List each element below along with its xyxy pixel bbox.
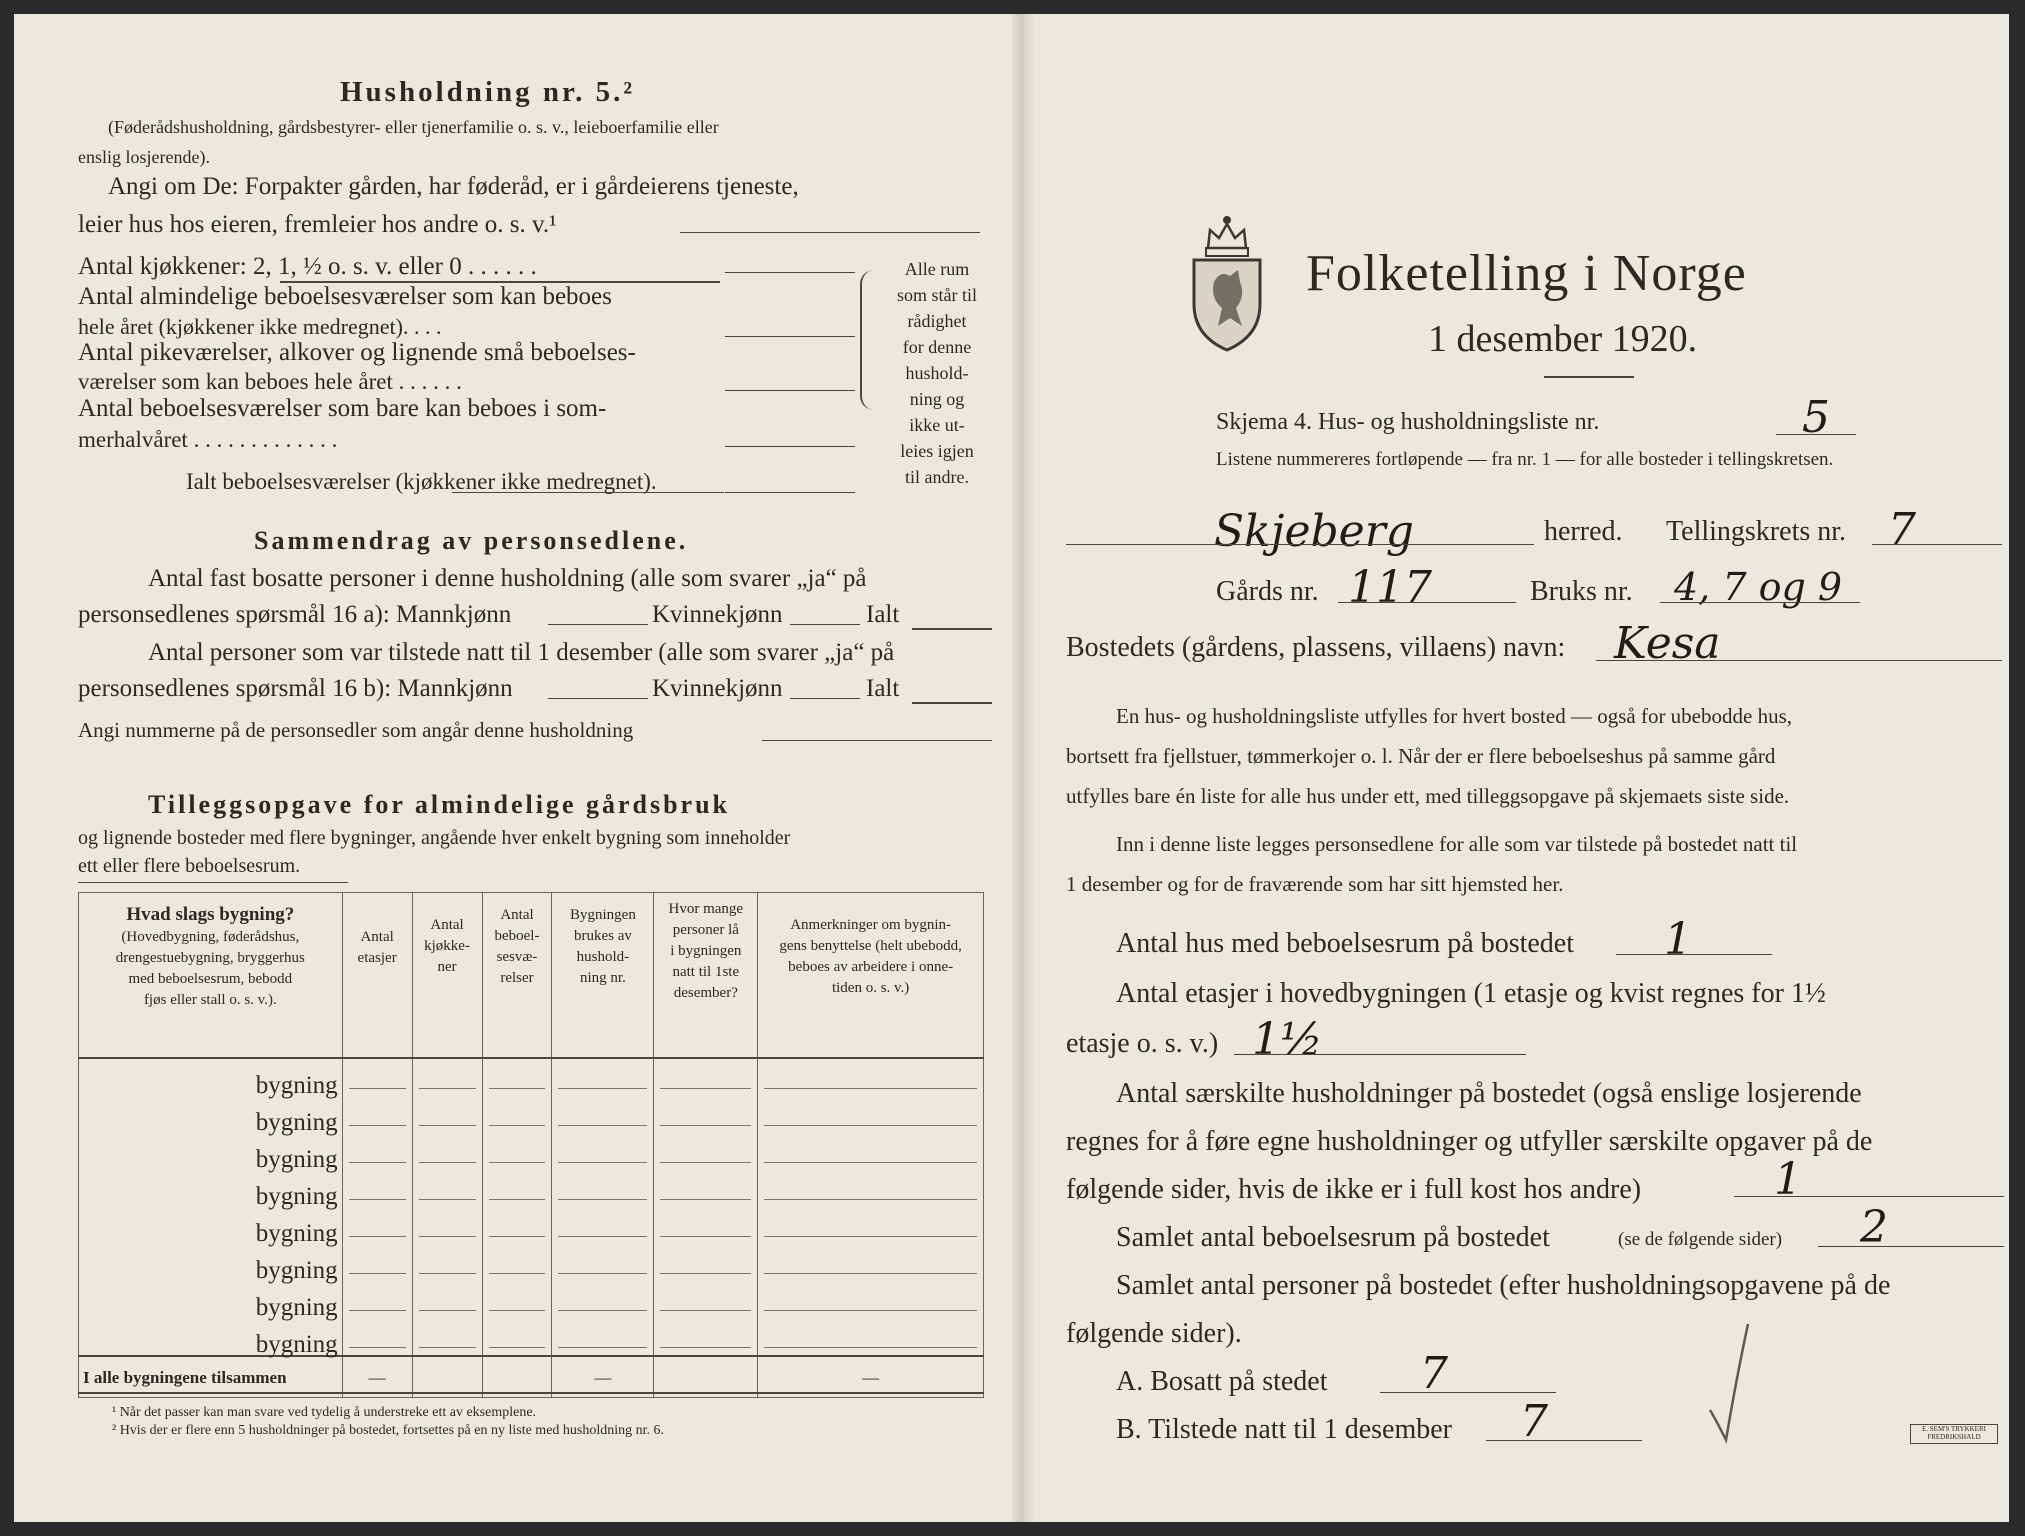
angi-line-1: Angi om De: Forpakter gården, har føderåd, er i gårdeierens tjeneste, [108, 173, 799, 200]
row-label-cell[interactable]: bygning [79, 1058, 343, 1096]
document-date: 1 desember 1920. [1428, 318, 1698, 360]
printer-mark: E. SEM'S TRYKKERI FREDRIKSHALD [1910, 1424, 1998, 1444]
summary-2-ialt-label: Ialt [866, 675, 900, 702]
summary-1-kvinne-label: Kvinnekjønn [652, 601, 783, 628]
hus-label: Antal hus med beboelsesrum på bostedet [1116, 928, 1575, 959]
etasjer-field[interactable] [1234, 1054, 1526, 1055]
row-label-cell[interactable]: bygning [79, 1318, 343, 1356]
brace-note: Alle rum som står til rådighet for denne hushold- ning og ikke ut- leies igjen til andre. [897, 259, 977, 487]
total-dash-household: — [552, 1356, 654, 1398]
instr-2-line-1: Inn i denne liste legges personsedlene for alle som var tilstede på bostedet natt til [1116, 832, 1798, 856]
total-dash-remarks: — [758, 1356, 984, 1398]
right-page [1034, 0, 2009, 1536]
husholdn-value[interactable]: 1 [1774, 1154, 1802, 1205]
husholdn-line-2: regnes for å føre egne husholdninger og utfyller særskilte opgaver på de [1066, 1126, 1873, 1157]
skjema-label: Skjema 4. Hus- og husholdningsliste nr. [1216, 409, 1600, 435]
bosatt-label: A. Bosatt på stedet [1116, 1366, 1328, 1397]
hus-field[interactable] [1616, 954, 1772, 955]
kjokken-label: Antal kjøkkener: 2, 1, ½ o. s. v. eller 0 . . . . . . [78, 253, 537, 280]
herred-label: herred. [1544, 516, 1623, 547]
summary-2-kvinne-label: Kvinnekjønn [652, 675, 783, 702]
samlet-pers-line-2: følgende sider). [1066, 1318, 1242, 1349]
summary-2-mann-label: personsedlenes spørsmål 16 b): Mannkjønn [78, 675, 513, 702]
tillegg-line-1: og lignende bosteder med flere bygninger, angående hver enkelt bygning som inneholder [78, 827, 791, 849]
gards-value[interactable]: 117 [1348, 562, 1432, 613]
row-label-cell[interactable]: bygning [79, 1207, 343, 1244]
sommer-answer-line[interactable] [725, 446, 855, 447]
samlet-rum-label: Samlet antal beboelsesrum på bostedet [1116, 1222, 1550, 1253]
instr-1-line-1: En hus- og husholdningsliste utfylles for hvert bosted — også for ubebodde hus, [1116, 704, 1792, 728]
table-row [79, 1318, 984, 1356]
kjokken-answer-line[interactable] [725, 272, 855, 273]
hus-value[interactable]: 1 [1664, 914, 1692, 965]
table-row [79, 1096, 984, 1133]
pike-answer-line[interactable] [725, 390, 855, 391]
footnote-1: ¹ Når det passer kan man svare ved tydelig å understreke ett av eksemplene. [112, 1405, 537, 1420]
summary-2-line-1: Antal personer som var tilstede natt til 1 desember (alle som svarer „ja“ på [148, 639, 895, 666]
coat-of-arms-icon [1186, 204, 1268, 354]
samlet-rum-note: (se de følgende sider) [1618, 1229, 1783, 1250]
intro-paren-1: (Føderådshusholdning, gårdsbestyrer- eller tjenerfamilie o. s. v., leieboerfamilie eller [108, 117, 719, 137]
summary-3-label: Angi nummerne på de personsedler som angår denne husholdning [78, 718, 634, 742]
gards-label: Gårds nr. [1216, 576, 1319, 607]
summary-1-ialt-label: Ialt [866, 601, 900, 628]
ialt-underline [452, 492, 724, 493]
row-label-cell[interactable]: bygning [79, 1170, 343, 1207]
listene-note: Listene nummereres fortløpende — fra nr. 1 — for alle bosteder i tellingskretsen. [1216, 449, 1834, 470]
etasjer-value[interactable]: 1½ [1252, 1014, 1323, 1065]
tilstede-field[interactable] [1486, 1440, 1642, 1441]
sommer-label-1: Antal beboelsesværelser som bare kan beboes i som- [78, 395, 607, 422]
col-header-household-no: Bygningen brukes av hushold- ning nr. [552, 893, 654, 1059]
table-row [79, 1207, 984, 1244]
skjema-field[interactable] [1776, 434, 1856, 435]
bosted-value[interactable]: Kesa [1614, 618, 1721, 669]
total-label: I alle bygningene tilsammen [79, 1356, 343, 1398]
tillegg-line-2: ett eller flere beboelsesrum. [78, 855, 301, 877]
bosted-field[interactable] [1596, 660, 2002, 661]
col-header-floors: Antal etasjer [342, 893, 412, 1059]
instr-1-line-3: utfylles bare én liste for alle hus under ett, med tilleggsopgave på skjemaets siste side. [1066, 784, 1790, 808]
instr-1-line-2: bortsett fra fjellstuer, tømmerkojer o. l. Når der er flere beboelseshus på samme gård [1066, 744, 1776, 768]
tilstede-label: B. Tilstede natt til 1 desember [1116, 1414, 1452, 1445]
bruks-field[interactable] [1660, 602, 1860, 603]
bruks-label: Bruks nr. [1530, 576, 1633, 607]
sommer-label-2: merhalvåret . . . . . . . . . . . . . [78, 427, 338, 452]
samlet-rum-field[interactable] [1818, 1246, 2004, 1247]
col-header-remarks: Anmerkninger om bygnin- gens benyttelse (helt ubebodd, beboes av arbeidere i onne- tiden o. s. v.) [758, 893, 984, 1059]
almind-answer-line[interactable] [725, 336, 855, 337]
almind-label-2: hele året (kjøkkener ikke medregnet). . . . [78, 314, 442, 339]
summary-1-line-1: Antal fast bosatte personer i denne husholdning (alle som svarer „ja“ på [148, 565, 867, 592]
husholdn-line-1: Antal særskilte husholdninger på bostedet (også enslige losjerende [1116, 1078, 1862, 1109]
row-label-cell[interactable]: bygning [79, 1096, 343, 1133]
summary-1-ialt-field[interactable] [912, 628, 992, 630]
title-rule [1544, 376, 1634, 378]
krets-label: Tellingskrets nr. [1666, 516, 1847, 547]
table-row [79, 1281, 984, 1318]
col-header-rooms: Antal beboel- sesvæ- relser [482, 893, 552, 1059]
summary-1-kvinne-field[interactable] [790, 624, 860, 625]
gards-field[interactable] [1338, 602, 1516, 603]
pencil-mark-icon [1690, 1320, 1760, 1450]
etasjer-line-1: Antal etasjer i hovedbygningen (1 etasje og kvist regnes for 1½ [1116, 978, 1826, 1009]
summary-1-mann-label: personsedlenes spørsmål 16 a): Mannkjønn [78, 601, 512, 628]
samlet-rum-value[interactable]: 2 [1860, 1202, 1888, 1253]
ialt-answer-line[interactable] [725, 492, 855, 493]
tilstede-value[interactable]: 7 [1520, 1396, 1548, 1447]
ialt-label: Ialt beboelsesværelser (kjøkkener ikke medregnet). [186, 469, 657, 494]
footnote-2: ² Hvis der er flere enn 5 husholdninger på bostedet, fortsettes på en ny liste med husholdning nr. 6. [112, 1423, 665, 1438]
left-page [0, 0, 1012, 1536]
page-fold [1012, 14, 1034, 1522]
samlet-pers-line-1: Samlet antal personer på bostedet (efter husholdningsopgavene på de [1116, 1270, 1891, 1301]
bosted-label: Bostedets (gårdens, plassens, villaens) navn: [1066, 632, 1566, 663]
table-row [79, 1133, 984, 1170]
tillegg-heading: Tilleggsopgave for almindelige gårdsbruk [148, 790, 731, 819]
angi-answer-line[interactable] [680, 232, 980, 233]
herred-value[interactable]: Skjeberg [1214, 506, 1414, 557]
row-label-cell[interactable]: bygning [79, 1133, 343, 1170]
table-row [79, 1170, 984, 1207]
summary-2-ialt-field[interactable] [912, 702, 992, 704]
col-header-kitchens: Antal kjøkke- ner [412, 893, 482, 1059]
pike-label-2: værelser som kan beboes hele året . . . . . . [78, 369, 462, 394]
building-table [78, 892, 984, 1398]
almind-label-1: Antal almindelige beboelsesværelser som kan beboes [78, 283, 612, 310]
summary-2-kvinne-field[interactable] [790, 698, 860, 699]
bruks-value[interactable]: 4, 7 og 9 [1674, 565, 1843, 609]
husholdn-line-3: følgende sider, hvis de ikke er i full kost hos andre) [1066, 1174, 1642, 1205]
document-title: Folketelling i Norge [1306, 245, 1747, 302]
table-bottom-rule [78, 1392, 984, 1394]
col-header-persons: Hvor mange personer lå i bygningen natt til 1ste desember? [654, 893, 758, 1059]
table-row [79, 1244, 984, 1281]
summary-1-mann-field[interactable] [548, 624, 648, 625]
table-row [79, 1058, 984, 1096]
table-header-row [79, 893, 984, 1059]
instr-2-line-2: 1 desember og for de fraværende som har sitt hjemsted her. [1066, 872, 1564, 896]
summary-2-mann-field[interactable] [548, 698, 648, 699]
angi-line-2: leier hus hos eieren, fremleier hos andre o. s. v.¹ [78, 211, 557, 238]
household-heading: Husholdning nr. 5.² [340, 76, 636, 108]
row-label-cell[interactable]: bygning [79, 1281, 343, 1318]
etasjer-line-2: etasje o. s. v.) [1066, 1028, 1219, 1059]
row-label-cell[interactable]: bygning [79, 1244, 343, 1281]
intro-paren-2: enslig losjerende). [78, 147, 210, 167]
bosatt-field[interactable] [1380, 1392, 1556, 1393]
krets-value[interactable]: 7 [1888, 504, 1916, 555]
summary-3-field[interactable] [762, 740, 992, 741]
total-dash-floors: — [342, 1356, 412, 1398]
herred-field[interactable] [1066, 544, 1534, 545]
tillegg-rule [78, 882, 348, 883]
pike-label-1: Antal pikeværelser, alkover og lignende små beboelses- [78, 339, 636, 366]
krets-field[interactable] [1872, 544, 2002, 545]
summary-heading: Sammendrag av personsedlene. [254, 526, 689, 555]
col-header-building-type: Hvad slags bygning? (Hovedbygning, føderådshus, drengestuebygning, bryggerhus med beboelsesrum, bebodd fjøs eller stall o. s. v.). [79, 893, 343, 1059]
skjema-value[interactable]: 5 [1802, 392, 1830, 443]
bosatt-value[interactable]: 7 [1420, 1348, 1448, 1399]
husholdn-field[interactable] [1734, 1196, 2004, 1197]
